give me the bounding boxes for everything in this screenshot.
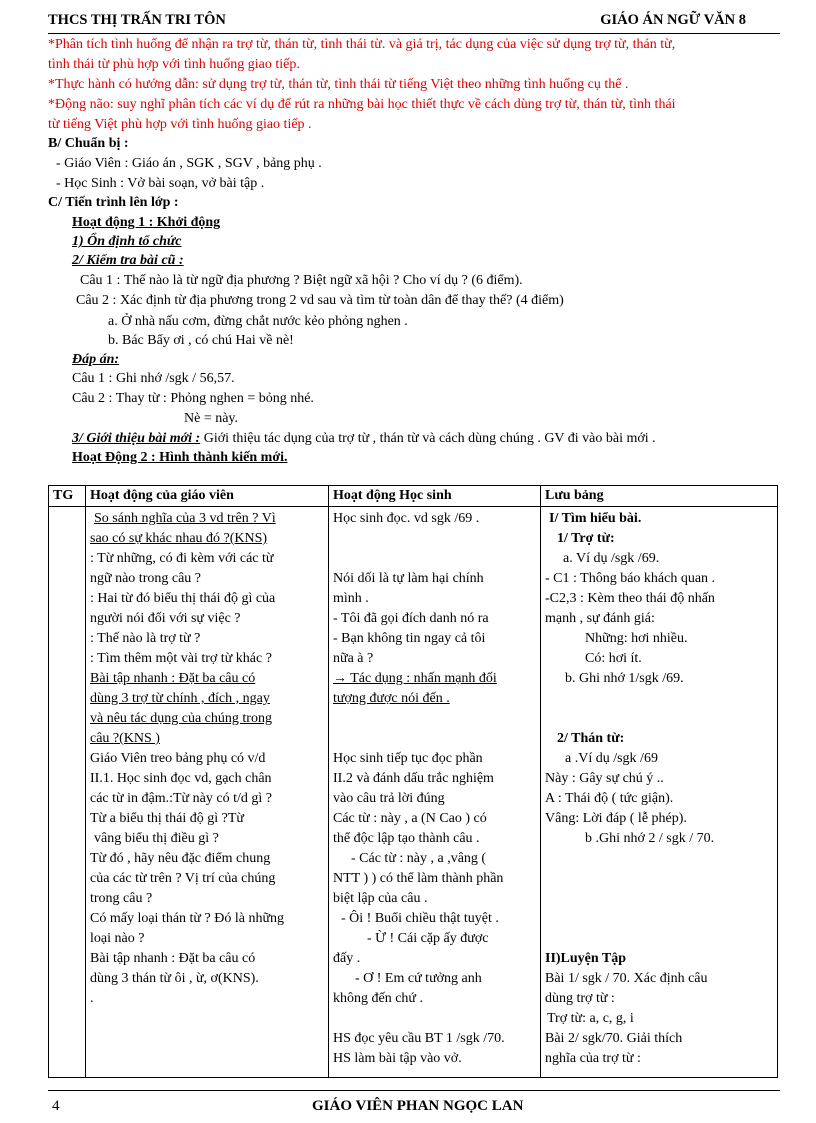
objective-line: *Thực hành có hướng dẫn: sử dụng trợ từ, thán từ, tình thái từ tiếng Việt theo những tình huống cụ thể .	[48, 77, 629, 92]
student-line: biệt lập của câu .	[333, 891, 428, 906]
student-line: - Ừ ! Cái cặp ấy được	[367, 931, 489, 946]
step-3-label: 3/ Giới thiệu bài mới :	[72, 431, 201, 446]
board-line: b .Ghi nhớ 2 / sgk / 70.	[585, 831, 715, 846]
table-row	[49, 507, 778, 1078]
teacher-line: sao có sự khác nhau đó ?(KNS)	[90, 531, 268, 546]
activity-2-heading: Hoạt Động 2 : Hình thành kiến mới.	[72, 450, 288, 465]
board-line: Này : Gây sự chú ý ..	[545, 771, 664, 786]
board-line: Bài 1/ sgk / 70. Xác định câu	[545, 971, 708, 986]
step-1: 1) Ổn định tổ chức	[72, 234, 182, 249]
header-rule	[48, 33, 780, 34]
teacher-line: trong câu ?	[90, 891, 153, 906]
board-line: -C2,3 : Kèm theo thái độ nhấn	[545, 591, 715, 606]
prep-heading: B/ Chuẩn bị :	[48, 136, 129, 151]
board-line: Bài 2/ sgk/70. Giải thích	[545, 1031, 683, 1046]
board-line: A : Thái độ ( tức giận).	[545, 791, 674, 806]
teacher-line: dùng 3 trợ từ chính , đích , ngay	[90, 691, 270, 706]
teacher-line: và nêu tác dụng của chúng trong	[90, 711, 272, 726]
teacher-line: : Từ những, có đi kèm với các từ	[90, 551, 274, 566]
teacher-line: Có mấy loại thán từ ? Đó là những	[90, 911, 285, 926]
teacher-line: người nói đối với sự việc ?	[90, 611, 241, 626]
teacher-line: : Hai từ đó biểu thị thái độ gì của	[90, 591, 276, 606]
tg-cell	[49, 507, 86, 1078]
board-cell	[541, 507, 778, 1078]
board-line: b. Ghi nhớ 1/sgk /69.	[565, 671, 684, 686]
student-line: - Ôi ! Buổi chiều thật tuyệt .	[341, 911, 499, 926]
board-line: 2/ Thán từ:	[557, 731, 625, 746]
process-heading: C/ Tiến trình lên lớp :	[48, 195, 179, 210]
table-header-row	[49, 486, 778, 507]
question-1: Câu 1 : Thế nào là từ ngữ địa phương ? Biệt ngữ xã hội ? Cho ví dụ ? (6 điểm).	[80, 273, 523, 288]
teacher-line: .	[90, 991, 94, 1006]
student-line: II.2 và đánh dấu trắc nghiệm	[333, 771, 494, 786]
teacher-line: của các từ trên ? Vị trí của chúng	[90, 871, 276, 886]
student-line: tượng được nói đến .	[333, 691, 450, 706]
board-line: nghĩa của trợ từ :	[545, 1051, 641, 1066]
teacher-line: câu ?(KNS )	[90, 731, 160, 746]
objective-line: *Phân tích tình huống để nhận ra trợ từ, thán từ, tình thái từ. và giá trị, tác dụng của việc sử dụng trợ từ, thán từ,	[48, 37, 676, 52]
answer-heading: Đáp án:	[72, 352, 120, 367]
student-line: Học sinh đọc. vd sgk /69 .	[333, 511, 480, 526]
student-line: - Bạn không tin ngay cả tôi	[333, 631, 486, 646]
teacher-name: GIÁO VIÊN PHAN NGỌC LAN	[312, 1098, 524, 1114]
teacher-line: : Tìm thêm một vài trợ từ khác ?	[90, 651, 272, 666]
col-header: Hoạt động của giáo viên	[86, 486, 329, 507]
teacher-line: loại nào ?	[90, 931, 145, 946]
student-line: mình .	[333, 591, 369, 606]
teacher-line: Bài tập nhanh : Đặt ba câu có	[90, 951, 256, 966]
step-3	[72, 429, 656, 449]
board-line: 1/ Trợ từ:	[557, 531, 615, 546]
question-2a: a. Ở nhà nấu cơm, đừng chắt nước kẻo phỏng nghen .	[108, 314, 408, 329]
teacher-line: : Thế nào là trợ từ ?	[90, 631, 201, 646]
student-line: đấy .	[333, 951, 361, 966]
school-name: THCS THỊ TRẤN TRI TÔN	[48, 12, 226, 28]
student-line: - Các từ : này , a ,vâng (	[351, 851, 487, 866]
teacher-line: các từ in đậm.:Từ này có t/d gì ?	[90, 791, 272, 806]
objective-line: *Động não: suy nghĩ phân tích các ví dụ để rút ra những bài học thiết thực về cách dùng trợ từ, thán từ, tình thái	[48, 97, 676, 112]
teacher-line: ngữ nào trong câu ?	[90, 571, 201, 586]
col-header: Hoạt động Học sinh	[329, 486, 541, 507]
teacher-line: II.1. Học sinh đọc vd, gạch chân	[90, 771, 272, 786]
answer-1: Câu 1 : Ghi nhớ /sgk / 56,57.	[72, 371, 235, 386]
student-line: HS làm bài tập vào vở.	[333, 1051, 462, 1066]
teacher-line: So sánh nghĩa của 3 vd trên ? Vì	[94, 511, 276, 526]
student-line: Học sinh tiếp tục đọc phần	[333, 751, 483, 766]
objective-line: tình thái từ phù hợp với tình huống giao tiếp.	[48, 57, 300, 72]
student-line: HS đọc yêu cầu BT 1 /sgk /70.	[333, 1031, 505, 1046]
student-line: vào câu trả lời đúng	[333, 791, 445, 806]
footer-rule	[48, 1090, 780, 1091]
student-line: NTT ) ) có thể làm thành phần	[333, 871, 504, 886]
board-line: Trợ từ: a, c, g, i	[547, 1011, 634, 1026]
student-line: thể độc lập tạo thành câu .	[333, 831, 480, 846]
prep-item: - Học Sinh : Vở bài soạn, vở bài tập .	[56, 176, 265, 191]
page-header	[48, 12, 780, 32]
teacher-line: Bài tập nhanh : Đặt ba câu có	[90, 671, 256, 686]
student-line: - Ơ ! Em cứ tưởng anh	[355, 971, 482, 986]
teacher-cell	[86, 507, 329, 1078]
col-header: TG	[49, 486, 86, 507]
student-line: nữa à ?	[333, 651, 374, 666]
answer-2: Câu 2 : Thay từ : Phỏng nghen = bỏng nhé.	[72, 391, 314, 406]
student-line: Các từ : này , a (N Cao ) có	[333, 811, 487, 826]
board-line: Có: hơi ít.	[585, 651, 642, 666]
board-line: II)Luyện Tập	[545, 951, 627, 966]
board-line: a .Ví dụ /sgk /69	[565, 751, 658, 766]
board-line: Những: hơi nhiều.	[585, 631, 688, 646]
activity-1-heading: Hoạt động 1 : Khởi động	[72, 215, 221, 230]
page-number: 4	[52, 1098, 60, 1114]
board-line: a. Ví dụ /sgk /69.	[563, 551, 660, 566]
prep-item: - Giáo Viên : Giáo án , SGK , SGV , bảng phụ .	[56, 156, 322, 171]
step-3-text: Giới thiệu tác dụng của trợ từ , thán từ và cách dùng chúng . GV đi vào bài mới .	[203, 431, 656, 446]
student-cell	[329, 507, 541, 1078]
teacher-line: Từ đó , hãy nêu đặc điểm chung	[90, 851, 271, 866]
teacher-line: dùng 3 thán từ ôi , ừ, ơ(KNS).	[90, 971, 259, 986]
teacher-line: Từ a biểu thị thái độ gì ?Từ	[90, 811, 244, 826]
student-line: không đến chứ .	[333, 991, 424, 1006]
teacher-line: vâng biểu thị điều gì ?	[94, 831, 219, 846]
student-line: → Tác dụng : nhấn mạnh đối	[333, 671, 497, 686]
board-line: Vâng: Lời đáp ( lễ phép).	[545, 811, 687, 826]
teacher-line: Giáo Viên treo bảng phụ có v/d	[90, 751, 266, 766]
subject-title: GIÁO ÁN NGỮ VĂN 8	[600, 12, 746, 28]
step-2: 2/ Kiểm tra bài cũ :	[72, 253, 184, 268]
student-line: - Tôi đã gọi đích danh nó ra	[333, 611, 489, 626]
answer-2b: Nè = này.	[184, 411, 239, 426]
student-line: Nói dối là tự làm hại chính	[333, 571, 484, 586]
board-line: dùng trợ từ :	[545, 991, 615, 1006]
lesson-table	[48, 485, 778, 1078]
question-2b: b. Bác Bẩy ơi , có chú Hai về nè!	[108, 333, 294, 348]
col-header: Lưu bảng	[541, 486, 778, 507]
question-2: Câu 2 : Xác định từ địa phương trong 2 vd sau và tìm từ toàn dân để thay thế? (4 điểm)	[76, 293, 564, 308]
board-line: mạnh , sự đánh giá:	[545, 611, 655, 626]
board-line: - C1 : Thông báo khách quan .	[545, 571, 716, 586]
objective-line: từ tiếng Việt phù hợp với tình huống giao tiếp .	[48, 117, 312, 132]
board-line: I/ Tìm hiểu bài.	[549, 511, 642, 526]
